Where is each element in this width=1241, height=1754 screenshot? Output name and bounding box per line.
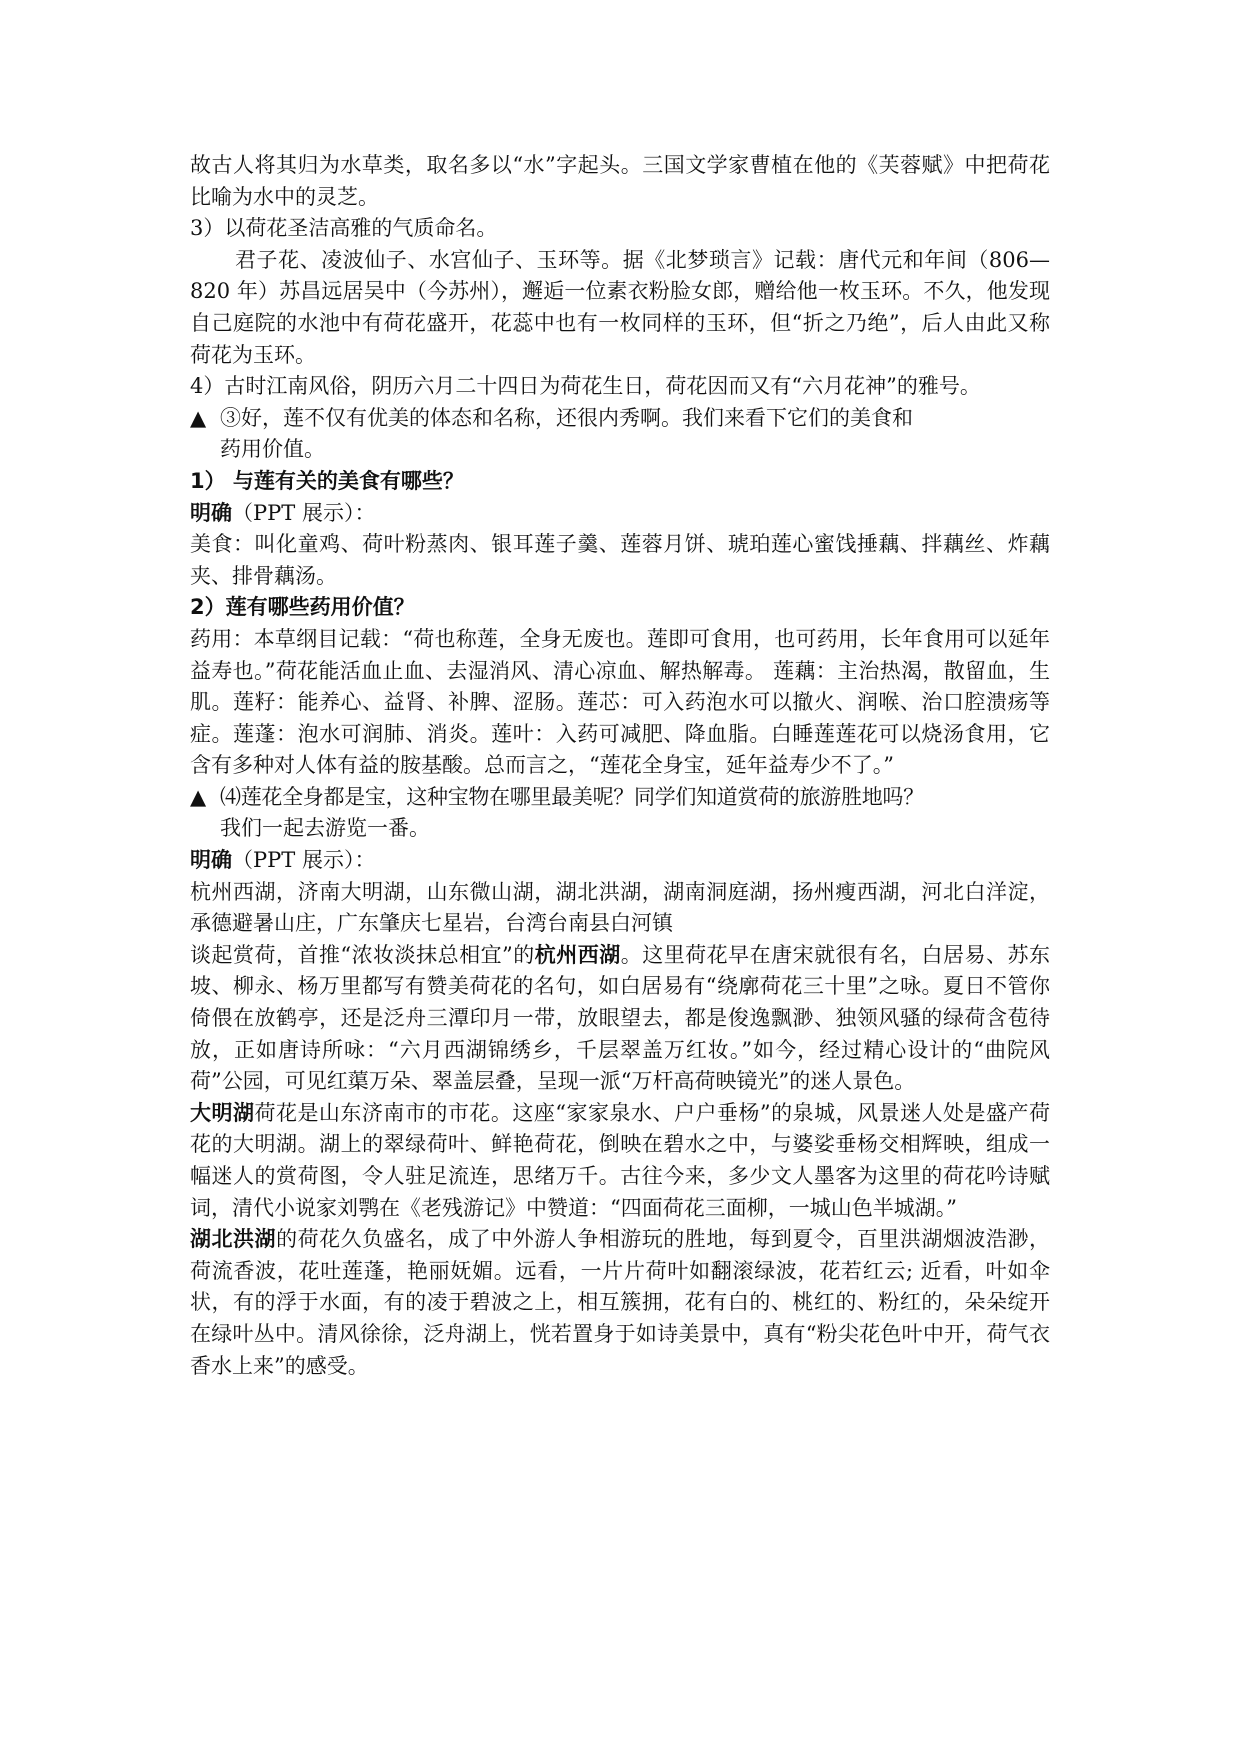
paragraph-food: 美食：叫化童鸡、荷叶粉蒸肉、银耳莲子羹、莲蓉月饼、琥珀莲心蜜饯捶藕、拌藕丝、炸藕夹、排骨藕汤。	[190, 532, 1050, 588]
clarify-label: 明确	[190, 500, 232, 525]
clarify-line-2: 明确（PPT 展示）：	[190, 848, 376, 873]
list-item-3: 3）以荷花圣洁高雅的气质命名。	[190, 216, 498, 241]
bullet-text: ⑷莲花全身都是宝，这种宝物在哪里最美呢？同学们知道赏荷的旅游胜地吗？	[220, 784, 924, 809]
paragraph-daming-lake: 大明湖荷花是山东济南市的市花。这座“家家泉水、户户垂杨”的泉城，风景迷人处是盛产荷花的大明湖。湖上的翠绿荷叶、鲜艳荷花，倒映在碧水之中，与婆娑垂杨交相辉映，组成一幅迷人的赏荷图，令人驻足流连，思绪万千。古往今来，多少文人墨客为这里的荷花吟诗赋词，清代小说家刘鹗在《老残游记》中赞道：“四面荷花三面柳，一城山色半城湖。”	[190, 1100, 1051, 1220]
paragraph-honghu-lake: 湖北洪湖的荷花久负盛名，成了中外游人争相游玩的胜地，每到夏令，百里洪湖烟波浩渺，荷流香波，花吐莲蓬，艳丽妩媚。远看，一片片荷叶如翻滚绿波，花若红云; 近看，叶如伞状，有的浮于水面，有的凌于碧波之上，相互簇拥，花有白的、桃红的、粉红的，朵朵绽开在绿叶丛中。清风徐徐，泛舟湖上，恍若置身于如诗美景中，真有“粉尖花色叶中开，荷气衣香水上来”的感受。	[190, 1227, 1051, 1378]
bullet-text-cont: 我们一起去游览一番。	[220, 816, 430, 841]
clarify-label: 明确	[190, 848, 232, 873]
paragraph-jade-ring: 君子花、凌波仙子、水宫仙子、玉环等。据《北梦琐言》记载：唐代元和年间（806—820 年）苏昌远居吴中（今苏州），邂逅一位素衣粉脸女郎，赠给他一枚玉环。不久，他发现自己庭院的水池中有荷花盛开，花蕊中也有一枚同样的玉环，但“折之乃绝”，后人由此又称荷花为玉环。	[190, 247, 1050, 367]
paragraph-medicine: 药用：本草纲目记载：“荷也称莲，全身无废也。莲即可食用，也可药用，长年食用可以延年益寿也。”荷花能活血止血、去湿消风、清心凉血、解热解毒。 莲藕：主治热渴，散留血，生肌。莲籽：能养心、益肾、补脾、涩肠。莲芯：可入药泡水可以撤火、润喉、治口腔溃疡等症。莲蓬：泡水可润肺、消炎。莲叶：入药可减肥、降血脂。白睡莲莲花可以烧汤食用，它含有多种对人体有益的胺基酸。总而言之，“莲花全身宝，延年益寿少不了。”	[190, 626, 1050, 778]
heading-medicine: 2）莲有哪些药用价值？	[190, 595, 415, 620]
triangle-icon: ▲	[190, 784, 207, 809]
heading-food: 1） 与莲有关的美食有哪些？	[190, 468, 464, 493]
bullet-text-cont: 药用价值。	[220, 437, 325, 462]
clarify-line: 明确（PPT 展示）：	[190, 500, 376, 525]
bullet-item-4	[190, 782, 1050, 845]
triangle-icon: ▲	[190, 405, 207, 430]
bullet-text: ③好，莲不仅有优美的体态和名称，还很内秀啊。我们来看下它们的美食和	[220, 405, 913, 430]
paragraph-places: 杭州西湖，济南大明湖，山东微山湖，湖北洪湖，湖南洞庭湖，扬州瘦西湖，河北白洋淀，承德避暑山庄，广东肇庆七星岩，台湾台南县白河镇	[190, 879, 1050, 936]
document-page	[190, 150, 1050, 1382]
paragraph-intro: 故古人将其归为水草类，取名多以“水”字起头。三国文学家曹植在他的《芙蓉赋》中把荷花比喻为水中的灵芝。	[190, 153, 1050, 209]
list-item-4: 4）古时江南风俗，阴历六月二十四日为荷花生日，荷花因而又有“六月花神”的雅号。	[190, 374, 981, 399]
bullet-item-3	[190, 403, 1050, 466]
paragraph-west-lake: 谈起赏荷，首推“浓妆淡抹总相宜”的杭州西湖。这里荷花早在唐宋就很有名，白居易、苏东坡、柳永、杨万里都写有赞美荷花的名句，如白居易有“绕廓荷花三十里”之咏。夏日不管你倚偎在放鹤亭，还是泛舟三潭印月一带，放眼望去，都是俊逸飘渺、独领风骚的绿荷含苞待放，正如唐诗所咏：“六月西湖锦绣乡，千层翠盖万红妆。”如今，经过精心设计的“曲院风荷”公园，可见红蕖万朵、翠盖层叠，呈现一派“万杆高荷映镜光”的迷人景色。	[190, 942, 1050, 1094]
